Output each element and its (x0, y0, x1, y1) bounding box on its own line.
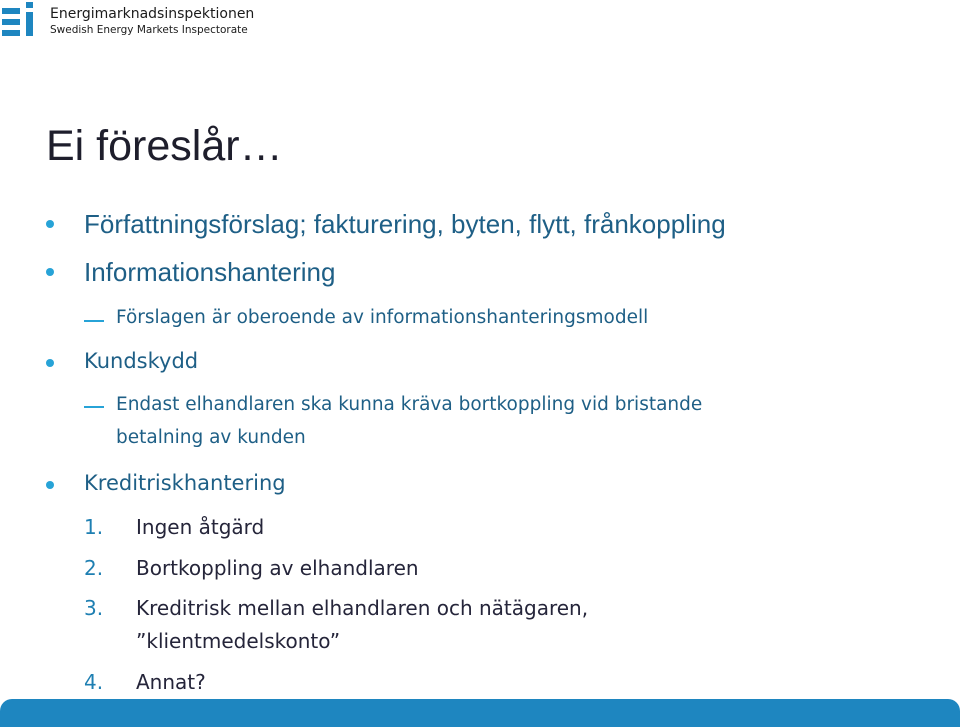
dash-icon (84, 320, 104, 322)
numbered-item: Bortkoppling av elhandlaren (136, 556, 419, 580)
logo-subtitle: Swedish Energy Markets Inspectorate (50, 24, 248, 36)
list-item: Författningsförslag; fakturering, byten, flytt, frånkoppling (84, 209, 726, 239)
slide-title: Ei föreslår… (46, 122, 283, 170)
list-number: 2. (84, 556, 104, 580)
logo-name: Energimarknadsinspektionen (50, 6, 255, 22)
list-number: 1. (84, 515, 104, 539)
numbered-item: Ingen åtgärd (136, 515, 265, 539)
logo (2, 2, 262, 46)
dash-icon (84, 406, 104, 408)
sub-list-item: Endast elhandlaren ska kunna kräva bortkoppling vid bristande (116, 394, 703, 415)
ei-logo-icon (2, 2, 40, 42)
bullet-icon (46, 268, 54, 276)
numbered-item: Kreditrisk mellan elhandlaren och nätägaren, (136, 596, 589, 620)
bullet-icon (46, 359, 54, 367)
list-number: 4. (84, 670, 104, 694)
list-number: 3. (84, 596, 104, 620)
list-item: Kundskydd (84, 349, 199, 373)
footer-bar (0, 699, 960, 727)
numbered-item: ”klientmedelskonto” (136, 629, 341, 653)
logo-text (50, 6, 254, 37)
sub-list-item: Förslagen är oberoende av informationshanteringsmodell (116, 307, 649, 328)
bullet-icon (46, 481, 54, 489)
sub-list-item: betalning av kunden (116, 427, 306, 448)
list-item: Kreditriskhantering (84, 471, 286, 495)
bullet-icon (46, 220, 54, 228)
list-item: Informationshantering (84, 257, 336, 287)
numbered-item: Annat? (136, 670, 206, 694)
